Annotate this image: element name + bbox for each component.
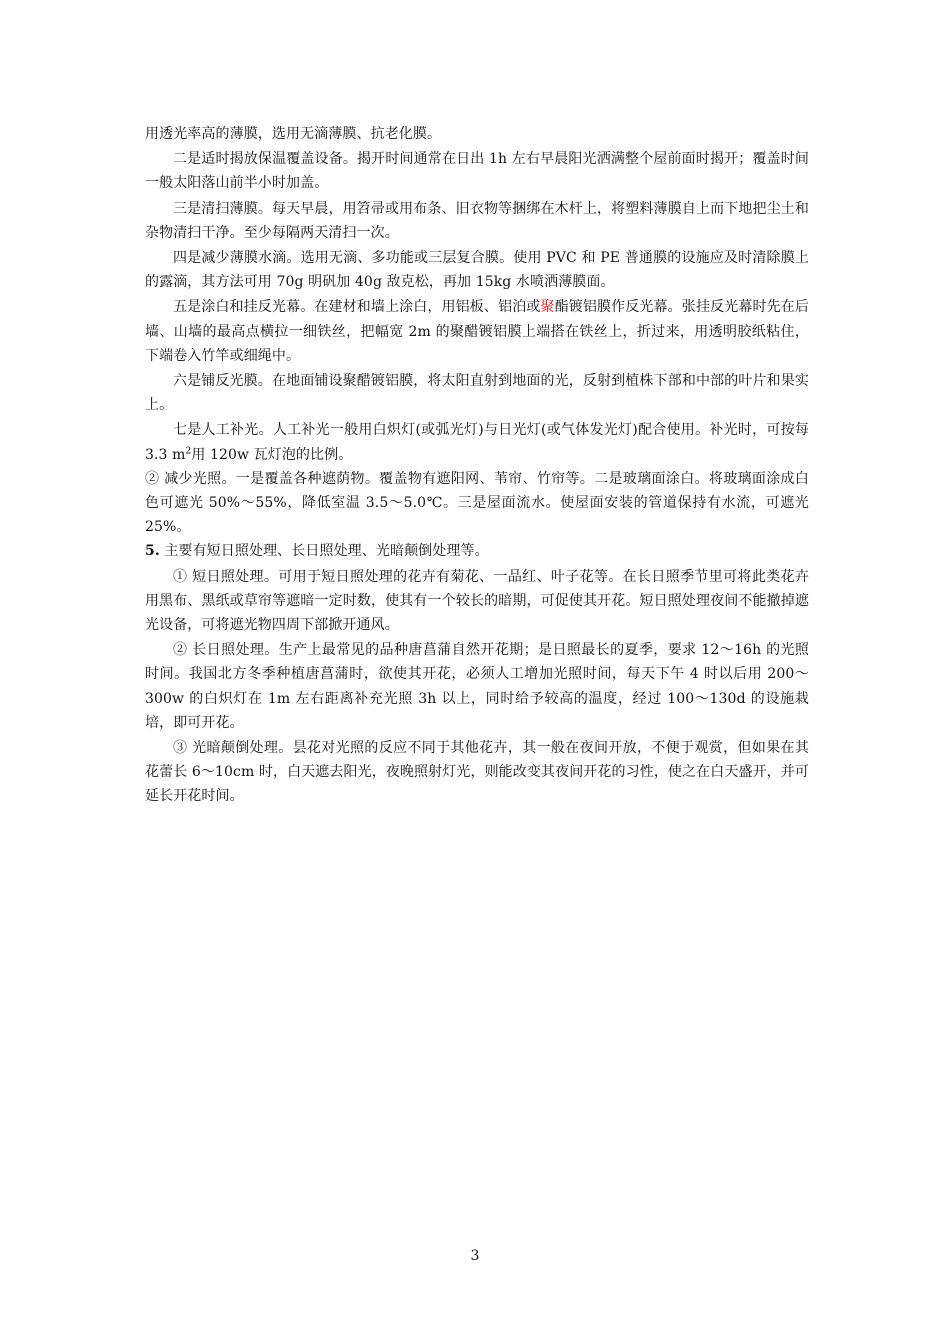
- paragraph-artificial-light-end: 用 120w 瓦灯泡的比例。: [191, 446, 353, 463]
- paragraph-long-day: ② 长日照处理。生产上最常见的品种唐菖蒲自然开花期；是日照最长的夏季，要求 12～16h 的光照时间。我国北方冬季种植唐菖蒲时，欲使其开花，必须人工增加光照时间，每天下午 4 时以后用 200～300w 的白炽灯在 1m 左右距离补充光照 3h 以上，同时给予较高的温度，经过 100～130d 的设施栽培，即可开花。: [145, 642, 809, 731]
- paragraph-reduce-drops: 四是减少薄膜水滴。选用无滴、多功能或三层复合膜。使用 PVC 和 PE 普通膜的设施应及时清除膜上的露滴，其方法可用 70g 明矾加 40g 敌克松，再加 15kg 水喷洒薄膜面。: [145, 250, 809, 291]
- document-body: [145, 122, 809, 809]
- paragraph-reduce-light: ② 减少光照。一是覆盖各种遮荫物。覆盖物有遮阳网、苇帘、竹帘等。二是玻璃面涂白。将玻璃面涂成白色可遮光 50%～55%，降低室温 3.5～5.0℃。三是屋面流水。使屋面安装的管道保持有水流，可遮光 25%。: [145, 470, 809, 536]
- paragraph-section-five: [145, 539, 809, 563]
- section-number: 5.: [145, 543, 160, 560]
- paragraph-artificial-light: [145, 418, 809, 466]
- paragraph-reflective-curtain: [145, 295, 809, 368]
- paragraph-reflective-film: 六是铺反光膜。在地面铺设聚醋镀铝膜，将太阳直射到地面的光，反射到植株下部和中部的叶片和果实上。: [145, 373, 809, 414]
- highlighted-character: 聚: [540, 299, 555, 316]
- paragraph-cover-timing: 二是适时揭放保温覆盖设备。揭开时间通常在日出 1h 左右早晨阳光洒满整个屋前面时揭开；覆盖时间一般太阳落山前半小时加盖。: [145, 151, 809, 192]
- paragraph-clean-film: 三是清扫薄膜。每天早晨，用笤帚或用布条、旧衣物等捆绑在木杆上，将塑料薄膜自上而下地把尘土和杂物清扫干净。至少每隔两天清扫一次。: [145, 200, 809, 241]
- paragraph-short-day: ① 短日照处理。可用于短日照处理的花卉有菊花、一品红、叶子花等。在长日照季节里可将此类花卉用黑布、黑纸或草帘等遮暗一定时数，使其有一个较长的暗期，可促使其开花。短日照处理夜间不能撤掉遮光设备，可将遮光物四周下部掀开通风。: [145, 568, 809, 634]
- paragraph-film-choice: 用透光率高的薄膜，选用无滴薄膜、抗老化膜。: [145, 126, 442, 142]
- paragraph-artificial-light-start: 七是人工补光。人工补光一般用白炽灯(或弧光灯)与日光灯(或气体发光灯)配合使用。补光时，可按每 3.3 m: [145, 422, 809, 463]
- superscript-two: 2: [185, 445, 192, 456]
- page-number: 3: [470, 1248, 480, 1264]
- paragraph-light-reversal: ③ 光暗颠倒处理。昙花对光照的反应不同于其他花卉，其一般在夜间开放，不便于观赏，但如果在其花蕾长 6～10cm 时，白天遮去阳光，夜晚照射灯光，则能改变其夜间开花的习性，使之在白天盛开，并可延长开花时间。: [145, 740, 809, 805]
- paragraph-reflective-curtain-end: 酯镀铝膜作反光幕。张挂反光幕时先在后墙、山墙的最高点横拉一细铁丝，把幅宽 2m 的聚醋镀铝膜上端搭在铁丝上，折过来，用透明胶纸粘住，下端卷入竹竿或细绳中。: [145, 299, 809, 364]
- paragraph-reflective-curtain-start: 五是涂白和挂反光幕。在建材和墙上涂白，用铝板、铝泊或: [173, 299, 541, 316]
- section-five-text: 主要有短日照处理、长日照处理、光暗颠倒处理等。: [159, 543, 489, 560]
